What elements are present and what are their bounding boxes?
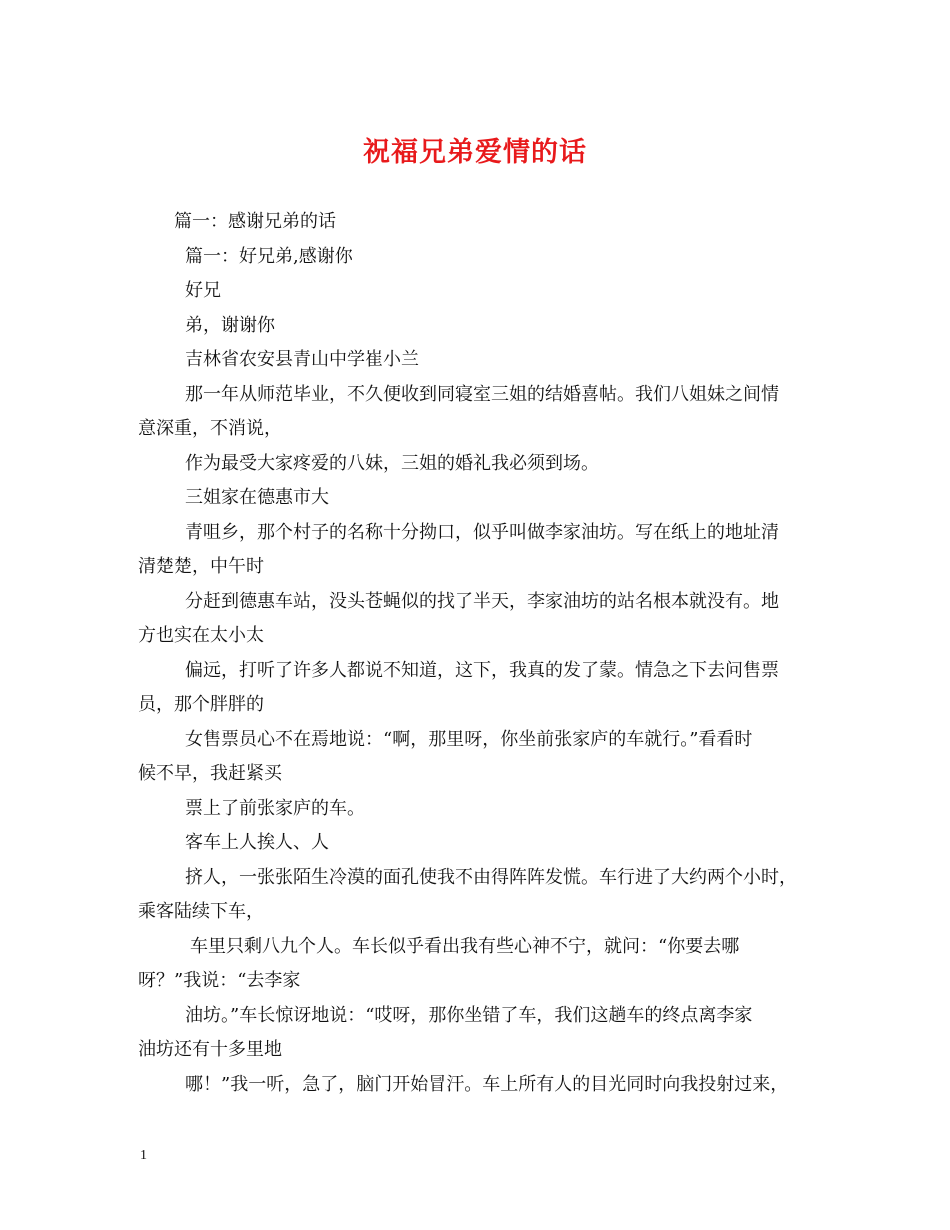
- text-line: 女售票员心不在焉地说：“啊，那里呀，你坐前张家庐的车就行。”看看时: [185, 728, 753, 750]
- text-line: 好兄: [185, 280, 221, 301]
- text-line: 候不早，我赶紧买: [138, 763, 282, 784]
- text-line: 挤人，一张张陌生冷漠的面孔使我不由得阵阵发慌。车行进了大约两个小时，: [185, 866, 797, 888]
- text-line: 三姐家在德惠市大: [185, 487, 329, 508]
- text-line: 哪！”我一听，急了，脑门开始冒汗。车上所有人的目光同时向我投射过来，: [185, 1073, 789, 1095]
- text-line: 意深重，不消说，: [138, 418, 282, 439]
- text-line: 那一年从师范毕业，不久便收到同寝室三姐的结婚喜帖。我们八姐妹之间情: [185, 383, 779, 405]
- text-line: 乘客陆续下车，: [138, 901, 264, 922]
- page-title: 祝福兄弟爱情的话: [363, 137, 587, 168]
- text-line: 青咀乡，那个村子的名称十分拗口，似乎叫做李家油坊。写在纸上的地址清: [185, 521, 779, 543]
- text-line: 作为最受大家疼爱的八妹，三姐的婚礼我必须到场。: [185, 452, 599, 474]
- text-line: 员，那个胖胖的: [138, 694, 264, 715]
- text-line: 客车上人挨人、人: [185, 832, 329, 853]
- text-line: 偏远，打听了许多人都说不知道，这下，我真的发了蒙。情急之下去问售票: [185, 659, 779, 681]
- text-line: 分赶到德惠车站，没头苍蝇似的找了半天，李家油坊的站名根本就没有。地: [185, 590, 779, 612]
- text-line: 油坊还有十多里地: [138, 1039, 282, 1060]
- text-line: 油坊。”车长惊讶地说：“哎呀，那你坐错了车，我们这趟车的终点离李家: [185, 1004, 753, 1026]
- text-line: 吉林省农安县青山中学崔小兰: [185, 349, 419, 370]
- text-line: 清楚楚，中午时: [138, 556, 264, 577]
- text-line: 呀？”我说：“去李家: [138, 970, 301, 991]
- text-line: 票上了前张家庐的车。: [185, 797, 365, 819]
- text-line: 篇一：感谢兄弟的话: [174, 211, 336, 232]
- text-line: 弟，谢谢你: [185, 314, 275, 336]
- document-body: [138, 205, 818, 1102]
- text-line: 篇一：好兄弟,感谢你: [185, 245, 353, 267]
- text-line: 车里只剩八九个人。车长似乎看出我有些心神不宁，就问：“你要去哪: [190, 935, 740, 957]
- text-line: 方也实在太小太: [138, 625, 264, 646]
- page-number: 1: [140, 1148, 147, 1163]
